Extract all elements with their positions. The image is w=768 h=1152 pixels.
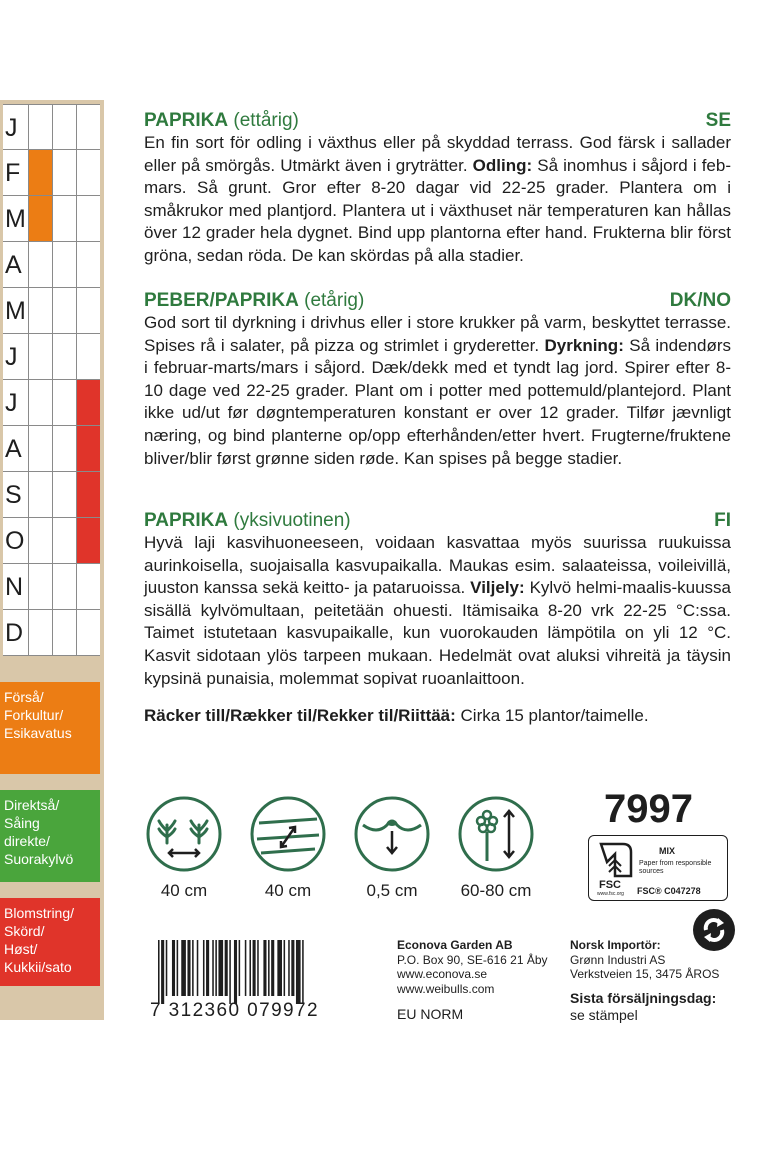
legend-text: Direktså/: [4, 797, 60, 813]
section-danish-norwegian: [144, 290, 731, 470]
calendar-row: [3, 196, 100, 242]
importer-info: [570, 938, 719, 982]
barcode-bar: [215, 940, 217, 996]
body-text: Så indendørs i februar-marts/mars i såjord. Dæk/dekk med et tyndt lag jord. Spirer efter 8-10 dage ved 22-25 grader. Plant om i potter med pottemuld/plantejord. Plant ikke ud/ut før døgntemperaturen konstant er over 12 grader. Tilfør jævnligt næring, og bind planterne op/opp efterhånden/etter hvert. Frugterne/fruktene bliver/blir først grønne siden røde. Kan spises på begge stadier.: [144, 335, 731, 468]
legend-text: Forkultur/: [4, 707, 64, 723]
calendar-cell-red: [76, 380, 100, 425]
month-letter: A: [5, 251, 22, 279]
legend-text: Skörd/: [4, 923, 45, 939]
calendar-cell: [28, 426, 52, 471]
calendar-row: [3, 564, 100, 610]
fsc-mix: MIX: [659, 846, 676, 856]
barcode-bar: [203, 940, 205, 996]
section-swedish: [144, 110, 731, 268]
month-letter: M: [5, 205, 26, 233]
barcode-bar: [288, 940, 290, 996]
barcode-bar: [181, 940, 186, 996]
fsc-code: FSC® C047278: [637, 886, 701, 896]
barcode-bar: [192, 940, 194, 996]
legend-sowing-indoor: [0, 682, 100, 774]
icon-item: [140, 795, 228, 901]
calendar-cell: [28, 380, 52, 425]
calendar-cell: [28, 518, 52, 563]
icon-label: 40 cm: [160, 881, 208, 900]
last-sale-value: se stämpel: [570, 1007, 638, 1023]
legend-text: Høst/: [4, 941, 38, 957]
section-subtitle: (yksivuotinen): [233, 510, 351, 531]
fsc-label: [588, 835, 728, 901]
body-bold: Odling:: [472, 155, 533, 175]
barcode-bar: [218, 940, 223, 996]
month-letter: J: [5, 389, 18, 417]
calendar-cell: [52, 105, 76, 149]
section-finnish: [144, 510, 731, 690]
calendar-cell: [76, 105, 100, 149]
article-number: 7997: [604, 787, 693, 831]
calendar-cell: [76, 334, 100, 379]
barcode-bar: [245, 940, 247, 996]
calendar-cell: [52, 518, 76, 563]
calendar-row: [3, 104, 100, 150]
importer-address: Verkstveien 15, 3475 ÅROS: [570, 967, 720, 981]
language-code: FI: [714, 510, 731, 531]
importer-name: Grønn Industri AS: [570, 952, 666, 967]
calendar-cell: [52, 426, 76, 471]
legend-text: Esikavatus: [4, 725, 72, 741]
calendar-cell: [52, 380, 76, 425]
calendar-cell: [52, 334, 76, 379]
icon-label: 0,5 cm: [366, 881, 418, 900]
body-text: Så inomhus i såjord i feb-mars. Så grunt. Gror efter 8-20 dagar vid 22-25 grader. Plantera om i småkrukor med plantjord. Plantera ut i växthuset när temperaturen kan hållas över 12 grader hela dygnet. Bind upp plantorna efter hand. Frukterna blir först gröna, sedan röda. De kan skördas på alla stadier.: [144, 155, 731, 265]
body-text: Hyvä laji kasvihuoneeseen, voidaan kasvattaa myös suurissa ruukuissa aurinkoisella, suojaisalla kasvupaikalla. Maukas esim. salaateissa, voileivillä, juuston kanssa sekä keitto- ja pataruoissa.: [144, 533, 731, 598]
calendar-cell: [52, 472, 76, 517]
calendar-row: [3, 150, 100, 196]
company-info: [397, 938, 548, 996]
legend-direct-sowing: [0, 790, 100, 882]
section-text: [144, 532, 731, 690]
calendar-cell: [28, 610, 52, 655]
barcode-bar: [172, 940, 175, 996]
body-bold: Dyrkning:: [544, 335, 624, 355]
barcode-bar: [268, 940, 270, 996]
barcode-bar: [263, 940, 266, 996]
barcode-bar: [296, 940, 301, 1004]
calendar-cell: [28, 105, 52, 149]
barcode-bar: [249, 940, 251, 996]
month-letter: F: [5, 159, 21, 187]
plant-height-icon: [457, 795, 535, 873]
calendar-cell: [28, 334, 52, 379]
barcode-bar: [197, 940, 199, 996]
calendar-cell: [76, 564, 100, 609]
calendar-cell: [28, 564, 52, 609]
company-web: www.econova.se: [397, 967, 488, 981]
month-letter: J: [5, 114, 18, 142]
month-letter: O: [5, 527, 25, 555]
body-text: Kylvö helmi-maalis-kuussa sisällä kylvömultaan, peitetään ohuesti. Itämisaika 8-20 vrk 22-25 °C:ssa. Taimet istutetaan kasvupaikalle, kun vuorokauden lämpötila on yli 12 °C. Kasvit sidotaan ylös tarpeen mukaan. Hedelmät ovat aluksi vihreitä ja täysin kypsinä punaisia, molemmat sopivat ruoanlaittoon.: [144, 578, 731, 688]
last-sale-date: [570, 990, 716, 1024]
barcode-bar: [212, 940, 214, 996]
calendar-cell-red: [76, 426, 100, 471]
calendar-cell-red: [76, 518, 100, 563]
last-sale-label: Sista försäljningsdag:: [570, 990, 717, 1006]
section-text: [144, 132, 731, 268]
fsc-paper: Paper from responsible sources: [639, 860, 712, 875]
calendar-cell: [28, 242, 52, 287]
barcode-bar: [284, 940, 286, 996]
section-subtitle: (etårig): [304, 290, 365, 311]
icon-item: [244, 795, 332, 901]
legend-flowering: [0, 898, 100, 986]
barcode-first-digit: 7: [150, 1000, 162, 1021]
language-code: SE: [705, 110, 731, 131]
barcode-bar: [302, 940, 304, 1004]
legend-text: Kukkii/sato: [4, 959, 72, 975]
legend-text: Blomstring/: [4, 905, 75, 921]
barcode-bar: [277, 940, 282, 996]
legend-text: Såing: [4, 815, 40, 831]
yield-info: [144, 706, 649, 726]
barcode-bar: [253, 940, 256, 996]
plant-spacing-icon: [145, 795, 223, 873]
fsc-tree-icon: [595, 840, 635, 896]
barcode-bar: [257, 940, 259, 996]
calendar-cell: [76, 288, 100, 333]
row-spacing-icon: [249, 795, 327, 873]
barcode-bar: [206, 940, 209, 996]
calendar-cell-orange: [28, 150, 52, 195]
section-heading: [144, 510, 731, 532]
section-title: PAPRIKA: [144, 510, 229, 531]
month-letter: M: [5, 297, 26, 325]
icon-label: 40 cm: [264, 881, 312, 900]
calendar-cell: [52, 196, 76, 241]
section-heading: [144, 110, 731, 132]
month-letter: J: [5, 343, 18, 371]
calendar-cell: [52, 610, 76, 655]
calendar-cell: [76, 242, 100, 287]
section-text: [144, 312, 731, 470]
barcode-digits: [150, 1000, 319, 1022]
barcode-bar: [166, 940, 168, 996]
body-bold: Viljely:: [470, 578, 525, 598]
barcode-bar: [177, 940, 179, 996]
legend-text: Suorakylvö: [4, 851, 74, 867]
calendar-row: [3, 472, 100, 518]
sowing-depth-icon: [353, 795, 431, 873]
body-text: God sort til dyrkning i drivhus eller i store krukker på varm, beskyttet terrasse. Spises rå i salater, på pizza og strimlet i gryderetter.: [144, 313, 731, 355]
barcode-bar: [229, 940, 231, 1004]
calendar-row: [3, 518, 100, 564]
calendar-cell: [52, 150, 76, 195]
calendar-cell: [76, 610, 100, 655]
calendar-row: [3, 242, 100, 288]
calendar-cell: [76, 196, 100, 241]
month-letter: S: [5, 481, 22, 509]
calendar-row: [3, 288, 100, 334]
fsc-site: www.fsc.org: [597, 891, 624, 896]
barcode-right-digits: 079972: [247, 1000, 319, 1021]
barcode-bar: [234, 940, 237, 1004]
icon-item: [452, 795, 540, 901]
barcode-bar: [239, 940, 241, 996]
company-web: www.weibulls.com: [397, 981, 495, 996]
calendar-cell: [52, 288, 76, 333]
barcode-bar: [187, 940, 190, 996]
body-text: En fin sort för odling i växthus eller på skyddad terrass. God färsk i sallader eller på smörgås. Utmärkt även i gryträtter.: [144, 133, 731, 175]
barcode-bar: [158, 940, 160, 1004]
barcode-left-digits: 312360: [168, 1000, 241, 1021]
legend-text: Förså/: [4, 689, 44, 705]
barcode: [158, 940, 386, 1004]
calendar-cell: [28, 288, 52, 333]
month-letter: A: [5, 435, 22, 463]
section-title: PEBER/PAPRIKA: [144, 290, 299, 311]
month-letter: N: [5, 573, 24, 601]
company-name: Econova Garden AB: [397, 938, 513, 952]
company-address: P.O. Box 90, SE-616 21 Åby: [397, 952, 548, 967]
fsc-logo-text: FSC: [599, 879, 621, 891]
calendar-row: [3, 334, 100, 380]
growing-icons: [140, 795, 570, 915]
sowing-calendar: [3, 104, 100, 656]
barcode-bar: [271, 940, 274, 996]
calendar-cell-orange: [28, 196, 52, 241]
legend-text: direkte/: [4, 833, 50, 849]
barcode-bar: [291, 940, 294, 996]
calendar-cell-red: [76, 472, 100, 517]
eu-norm: EU NORM: [397, 1006, 464, 1022]
icon-label: 60-80 cm: [460, 881, 532, 900]
calendar-cell: [52, 242, 76, 287]
importer-title: Norsk Importör:: [570, 938, 661, 952]
icon-item: [348, 795, 436, 901]
barcode-bar: [161, 940, 164, 1004]
section-title: PAPRIKA: [144, 110, 229, 131]
language-code: DK/NO: [669, 290, 731, 311]
calendar-row: [3, 610, 100, 656]
calendar-cell: [52, 564, 76, 609]
calendar-row: [3, 380, 100, 426]
barcode-bar: [225, 940, 228, 996]
calendar-row: [3, 426, 100, 472]
month-letter: D: [5, 619, 24, 647]
calendar-cell: [76, 150, 100, 195]
section-subtitle: (ettårig): [233, 110, 299, 131]
section-heading: [144, 290, 731, 312]
calendar-cell: [28, 472, 52, 517]
yield-label: Räcker till/Rækker til/Rekker til/Riittää:: [144, 706, 456, 725]
yield-value: Cirka 15 plantor/taimelle.: [455, 706, 649, 725]
